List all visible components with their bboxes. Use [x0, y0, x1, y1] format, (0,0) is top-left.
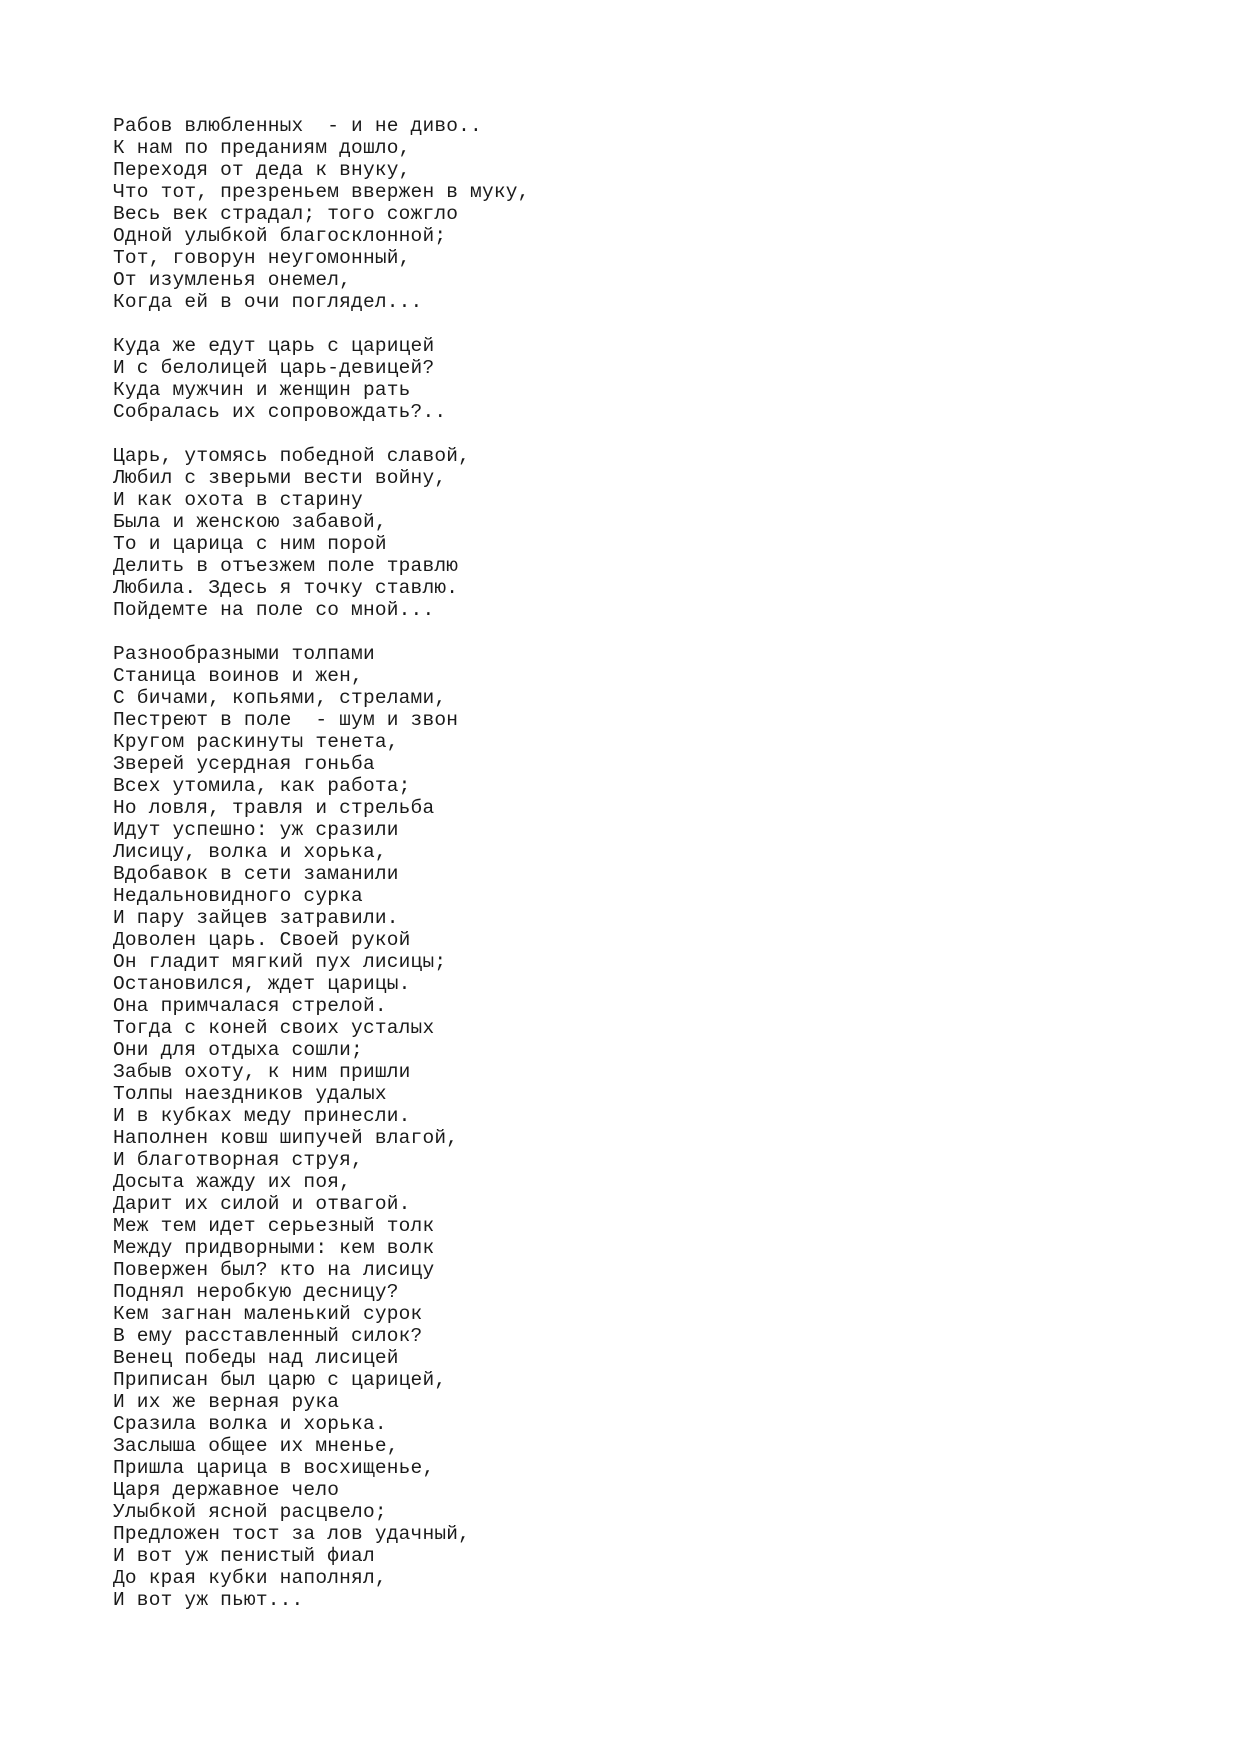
poem-line: И вот уж пьют... — [113, 1589, 304, 1611]
poem-line: Когда ей в очи поглядел... — [113, 291, 423, 313]
poem-line: Пойдемте на поле со мной... — [113, 599, 435, 621]
poem-line: И в кубках меду принесли. — [113, 1105, 411, 1127]
poem-line: Царь, утомясь победной славой, — [113, 445, 471, 467]
poem-line: Была и женскою забавой, — [113, 511, 387, 533]
poem-line: К нам по преданиям дошло, — [113, 137, 411, 159]
poem-line: Остановился, ждет царицы. — [113, 973, 411, 995]
poem-line: Куда же едут царь с царицей — [113, 335, 435, 357]
poem-line: И вот уж пенистый фиал — [113, 1545, 375, 1567]
poem-line: Переходя от деда к внуку, — [113, 159, 411, 181]
poem-line: Дарит их силой и отвагой. — [113, 1193, 411, 1215]
poem-line: Делить в отъезжем поле травлю — [113, 555, 459, 577]
poem-line: Рабов влюбленных - и не диво.. — [113, 115, 482, 137]
poem-line: Тогда с коней своих усталых — [113, 1017, 435, 1039]
poem-line: Толпы наездников удалых — [113, 1083, 387, 1105]
poem-line: Она примчалася стрелой. — [113, 995, 387, 1017]
poem-line: Между придворными: кем волк — [113, 1237, 435, 1259]
poem-line: Он гладит мягкий пух лисицы; — [113, 951, 447, 973]
poem-line: Тот, говорун неугомонный, — [113, 247, 411, 269]
poem-line: И их же верная рука — [113, 1391, 340, 1413]
poem-line: Забыв охоту, к ним пришли — [113, 1061, 411, 1083]
poem-line: Недальновидного сурка — [113, 885, 363, 907]
poem-text — [113, 115, 1113, 1633]
poem-line: Поднял неробкую десницу? — [113, 1281, 399, 1303]
poem-line: До края кубки наполнял, — [113, 1567, 387, 1589]
poem-line: Улыбкой ясной расцвело; — [113, 1501, 387, 1523]
poem-line: Любила. Здесь я точку ставлю. — [113, 577, 459, 599]
poem-line: То и царица с ним порой — [113, 533, 387, 555]
poem-line: Идут успешно: уж сразили — [113, 819, 399, 841]
poem-line: Зверей усердная гоньба — [113, 753, 375, 775]
poem-line: Но ловля, травля и стрельба — [113, 797, 435, 819]
poem-line: От изумленья онемел, — [113, 269, 352, 291]
poem-line: Куда мужчин и женщин рать — [113, 379, 411, 401]
poem-line: Пестреют в поле - шум и звон — [113, 709, 459, 731]
poem-line: Кем загнан маленький сурок — [113, 1303, 423, 1325]
poem-line: Меж тем идет серьезный толк — [113, 1215, 435, 1237]
stanza — [113, 115, 1113, 313]
poem-line: Приписан был царю с царицей, — [113, 1369, 447, 1391]
poem-line: Весь век страдал; того сожгло — [113, 203, 459, 225]
poem-line: Они для отдыха сошли; — [113, 1039, 363, 1061]
poem-line: Собралась их сопровождать?.. — [113, 401, 447, 423]
poem-line: Разнообразными толпами — [113, 643, 375, 665]
stanza — [113, 643, 1113, 1611]
poem-line: С бичами, копьями, стрелами, — [113, 687, 447, 709]
poem-line: Сразила волка и хорька. — [113, 1413, 387, 1435]
poem-line: Доволен царь. Своей рукой — [113, 929, 411, 951]
poem-line: Царя державное чело — [113, 1479, 340, 1501]
poem-line: Досыта жажду их поя, — [113, 1171, 352, 1193]
poem-line: Лисицу, волка и хорька, — [113, 841, 387, 863]
poem-line: И пару зайцев затравили. — [113, 907, 399, 929]
stanza — [113, 445, 1113, 621]
poem-line: Заслыша общее их мненье, — [113, 1435, 399, 1457]
poem-line: Пришла царица в восхищенье, — [113, 1457, 435, 1479]
poem-line: Наполнен ковш шипучей влагой, — [113, 1127, 459, 1149]
poem-line: Повержен был? кто на лисицу — [113, 1259, 435, 1281]
poem-line: Что тот, презреньем ввержен в муку, — [113, 181, 530, 203]
poem-line: И как охота в старину — [113, 489, 363, 511]
poem-line: Любил с зверьми вести войну, — [113, 467, 447, 489]
poem-line: Кругом раскинуты тенета, — [113, 731, 399, 753]
stanza — [113, 335, 1113, 423]
poem-line: В ему расставленный силок? — [113, 1325, 423, 1347]
poem-line: Всех утомила, как работа; — [113, 775, 411, 797]
poem-line: Станица воинов и жен, — [113, 665, 363, 687]
poem-line: Одной улыбкой благосклонной; — [113, 225, 447, 247]
poem-line: Венец победы над лисицей — [113, 1347, 399, 1369]
poem-line: Вдобавок в сети заманили — [113, 863, 399, 885]
poem-line: И благотворная струя, — [113, 1149, 363, 1171]
poem-line: И с белолицей царь-девицей? — [113, 357, 435, 379]
poem-line: Предложен тост за лов удачный, — [113, 1523, 471, 1545]
